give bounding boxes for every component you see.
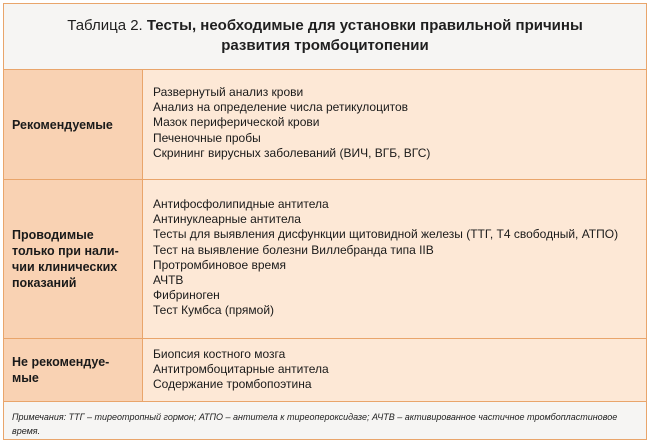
list-item: Биопсия костного мозга: [153, 347, 286, 361]
table-footnote: [4, 402, 646, 439]
list-item: Антитромбоцитарные антитела: [153, 362, 329, 377]
title-bold-line-1: Тесты, необходимые для установки правильной причины: [146, 17, 583, 34]
title-line-1: [4, 16, 646, 36]
list-item: Тест Кумбса (прямой): [153, 303, 275, 318]
list-item: Мазок периферической крови: [153, 115, 320, 130]
list-item: Печеночные пробы: [153, 130, 261, 145]
table-title: [4, 4, 646, 70]
table-row-clinical: [4, 180, 646, 339]
row-label-text: [12, 354, 109, 386]
row-label-line: мые: [12, 371, 39, 385]
row-label-line: показаний: [12, 276, 77, 290]
row-label: [4, 180, 143, 338]
list-item: Скрининг вирусных заболеваний (ВИЧ, ВГБ, ВГС): [153, 145, 431, 160]
table-frame: [3, 3, 647, 440]
title-bold-line-2: развития тромбоцитопении: [221, 37, 429, 54]
list-item: Фибриноген: [153, 288, 220, 303]
row-label-line: чии клинических: [12, 260, 118, 274]
list-item: Содержание тромбопоэтина: [153, 377, 312, 392]
list-item: Протромбиновое время: [153, 257, 286, 272]
list-item: Антифосфолипидные антитела: [153, 197, 329, 211]
row-label-line: Проводимые: [12, 228, 94, 242]
list-item: Тест на выявление болезни Виллебранда типа IIB: [153, 242, 434, 257]
row-label: [4, 339, 143, 401]
list-item: АЧТВ: [153, 273, 184, 288]
title-line-2: [4, 36, 646, 56]
list-item: Антинуклеарные антитела: [153, 212, 301, 227]
footnote-line-2: время.: [12, 426, 41, 436]
row-label-text: Рекомендуемые: [12, 117, 113, 132]
footnote-line-1: Примечания: ТТГ – тиреотропный гормон; АТПО – антитела к тиреопероксидазе; АЧТВ – активированное частичное тромбопластиновое: [12, 412, 618, 422]
row-items: [143, 70, 646, 179]
row-label-text: [12, 227, 119, 291]
row-items: [143, 339, 646, 401]
row-label-line: Не рекомендуе-: [12, 355, 110, 369]
row-label: [4, 70, 143, 179]
row-items: [143, 180, 646, 338]
title-prefix: Таблица 2.: [67, 17, 147, 34]
table-row-not-recommended: [4, 339, 646, 402]
row-label-line: только при нали-: [12, 244, 119, 258]
list-item: Развернутый анализ крови: [153, 85, 304, 99]
table-row-recommended: [4, 70, 646, 180]
list-item: Тесты для выявления дисфункции щитовидной железы (ТТГ, Т4 свободный, АТПО): [153, 227, 619, 242]
list-item: Анализ на определение числа ретикулоцитов: [153, 100, 409, 115]
